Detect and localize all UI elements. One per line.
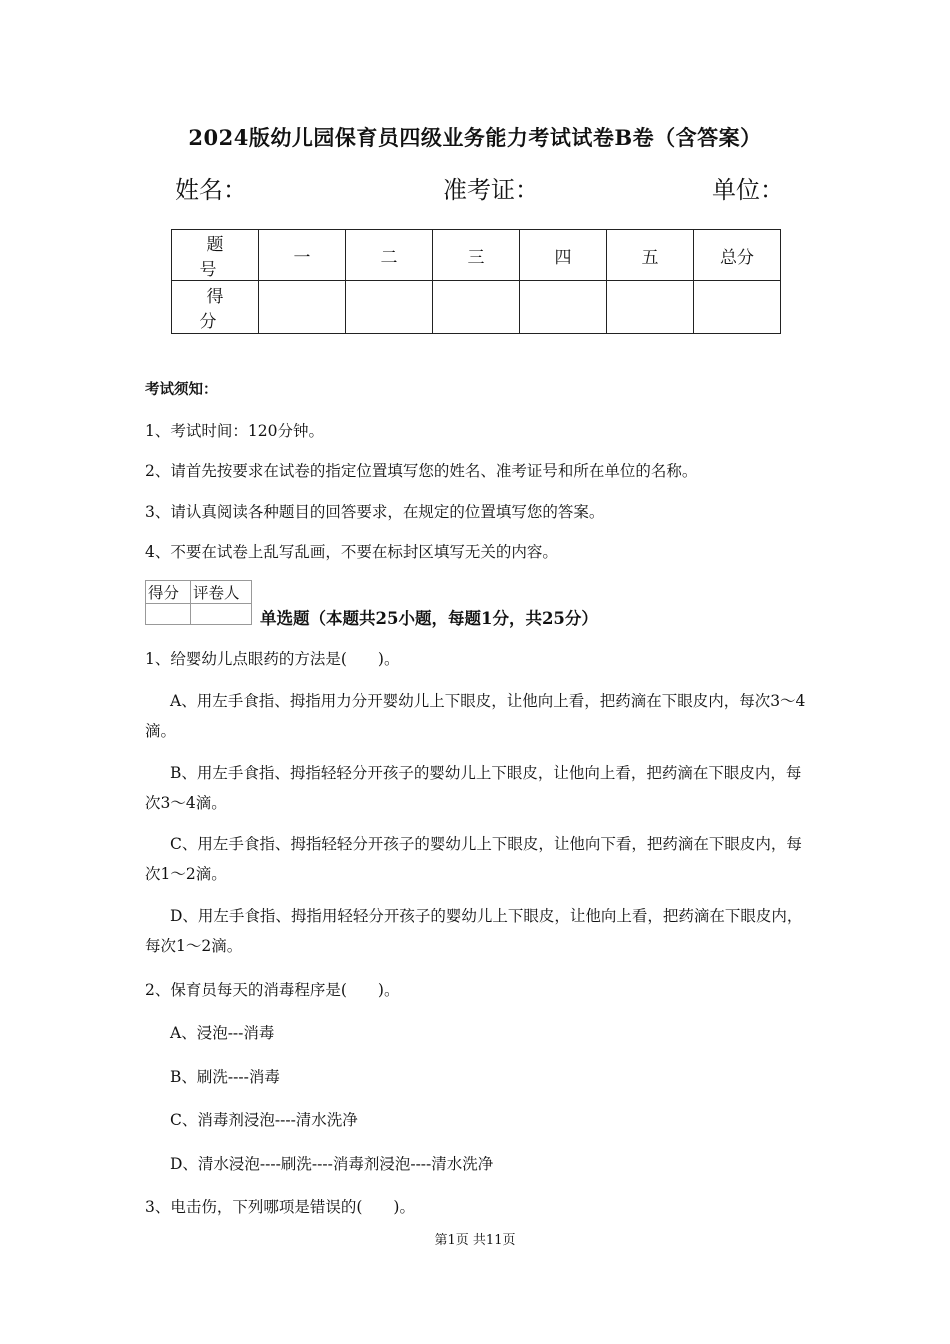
question-1-option-c: C、用左手食指、拇指轻轻分开孩子的婴幼儿上下眼皮，让他向下看，把药滴在下眼皮内，每次1～2滴。 [145, 835, 802, 883]
score-cell-5[interactable] [607, 281, 694, 334]
score-label: 得 分 [172, 281, 259, 334]
grader-box-grader-label: 评卷人 [191, 581, 252, 604]
grader-box-score-label: 得分 [146, 581, 191, 604]
score-cell-4[interactable] [520, 281, 607, 334]
question-number-label: 题 号 [172, 230, 259, 281]
total-header: 总分 [694, 230, 781, 281]
score-cell-total[interactable] [694, 281, 781, 334]
exam-id-field-label: 准考证： [443, 176, 539, 204]
score-cell-3[interactable] [433, 281, 520, 334]
notice-item-2: 2、请首先按要求在试卷的指定位置填写您的姓名、准考证号和所在单位的名称。 [145, 462, 698, 480]
section-2-header: 二 [346, 230, 433, 281]
question-1-option-d: D、用左手食指、拇指用轻轻分开孩子的婴幼儿上下眼皮，让他向上看，把药滴在下眼皮内，每次1～2滴。 [145, 907, 803, 955]
question-1-option-a: A、用左手食指、拇指用力分开婴幼儿上下眼皮，让他向上看，把药滴在下眼皮内，每次3～4滴。 [145, 692, 806, 740]
section-3-header: 三 [433, 230, 520, 281]
notice-item-4: 4、不要在试卷上乱写乱画，不要在标封区填写无关的内容。 [145, 543, 558, 561]
unit-field-label: 单位： [712, 176, 784, 204]
question-2-option-a: A、浸泡---消毒 [170, 1024, 275, 1042]
question-3-stem: 3、电击伤，下列哪项是错误的( )。 [145, 1198, 415, 1216]
question-2-option-c: C、消毒剂浸泡----清水洗净 [170, 1111, 358, 1129]
question-2-stem: 2、保育员每天的消毒程序是( )。 [145, 981, 400, 999]
section-title: 单选题（本题共25小题，每题1分，共25分） [260, 609, 598, 628]
notice-item-3: 3、请认真阅读各种题目的回答要求，在规定的位置填写您的答案。 [145, 503, 605, 521]
section-4-header: 四 [520, 230, 607, 281]
score-cell-1[interactable] [259, 281, 346, 334]
page-title: 2024版幼儿园保育员四级业务能力考试试卷B卷（含答案） [188, 125, 762, 150]
question-1-stem: 1、给婴幼儿点眼药的方法是( )。 [145, 650, 400, 668]
grader-box-score-cell[interactable] [146, 604, 191, 625]
notice-heading: 考试须知： [145, 381, 218, 398]
score-table [171, 229, 781, 334]
section-1-header: 一 [259, 230, 346, 281]
grader-box [145, 580, 252, 625]
name-field-label: 姓名： [175, 176, 247, 204]
question-2-option-d: D、清水浸泡----刷洗----消毒剂浸泡----清水洗净 [170, 1155, 494, 1173]
score-table-header-row [172, 230, 781, 281]
score-table-score-row [172, 281, 781, 334]
grader-box-grader-cell[interactable] [191, 604, 252, 625]
notice-item-1: 1、考试时间：120分钟。 [145, 422, 324, 440]
question-1-option-b: B、用左手食指、拇指轻轻分开孩子的婴幼儿上下眼皮，让他向上看，把药滴在下眼皮内，每次3～4滴。 [145, 764, 802, 812]
score-cell-2[interactable] [346, 281, 433, 334]
question-2-option-b: B、刷洗----消毒 [170, 1068, 280, 1086]
page-footer: 第1页 共11页 [434, 1233, 516, 1248]
section-5-header: 五 [607, 230, 694, 281]
